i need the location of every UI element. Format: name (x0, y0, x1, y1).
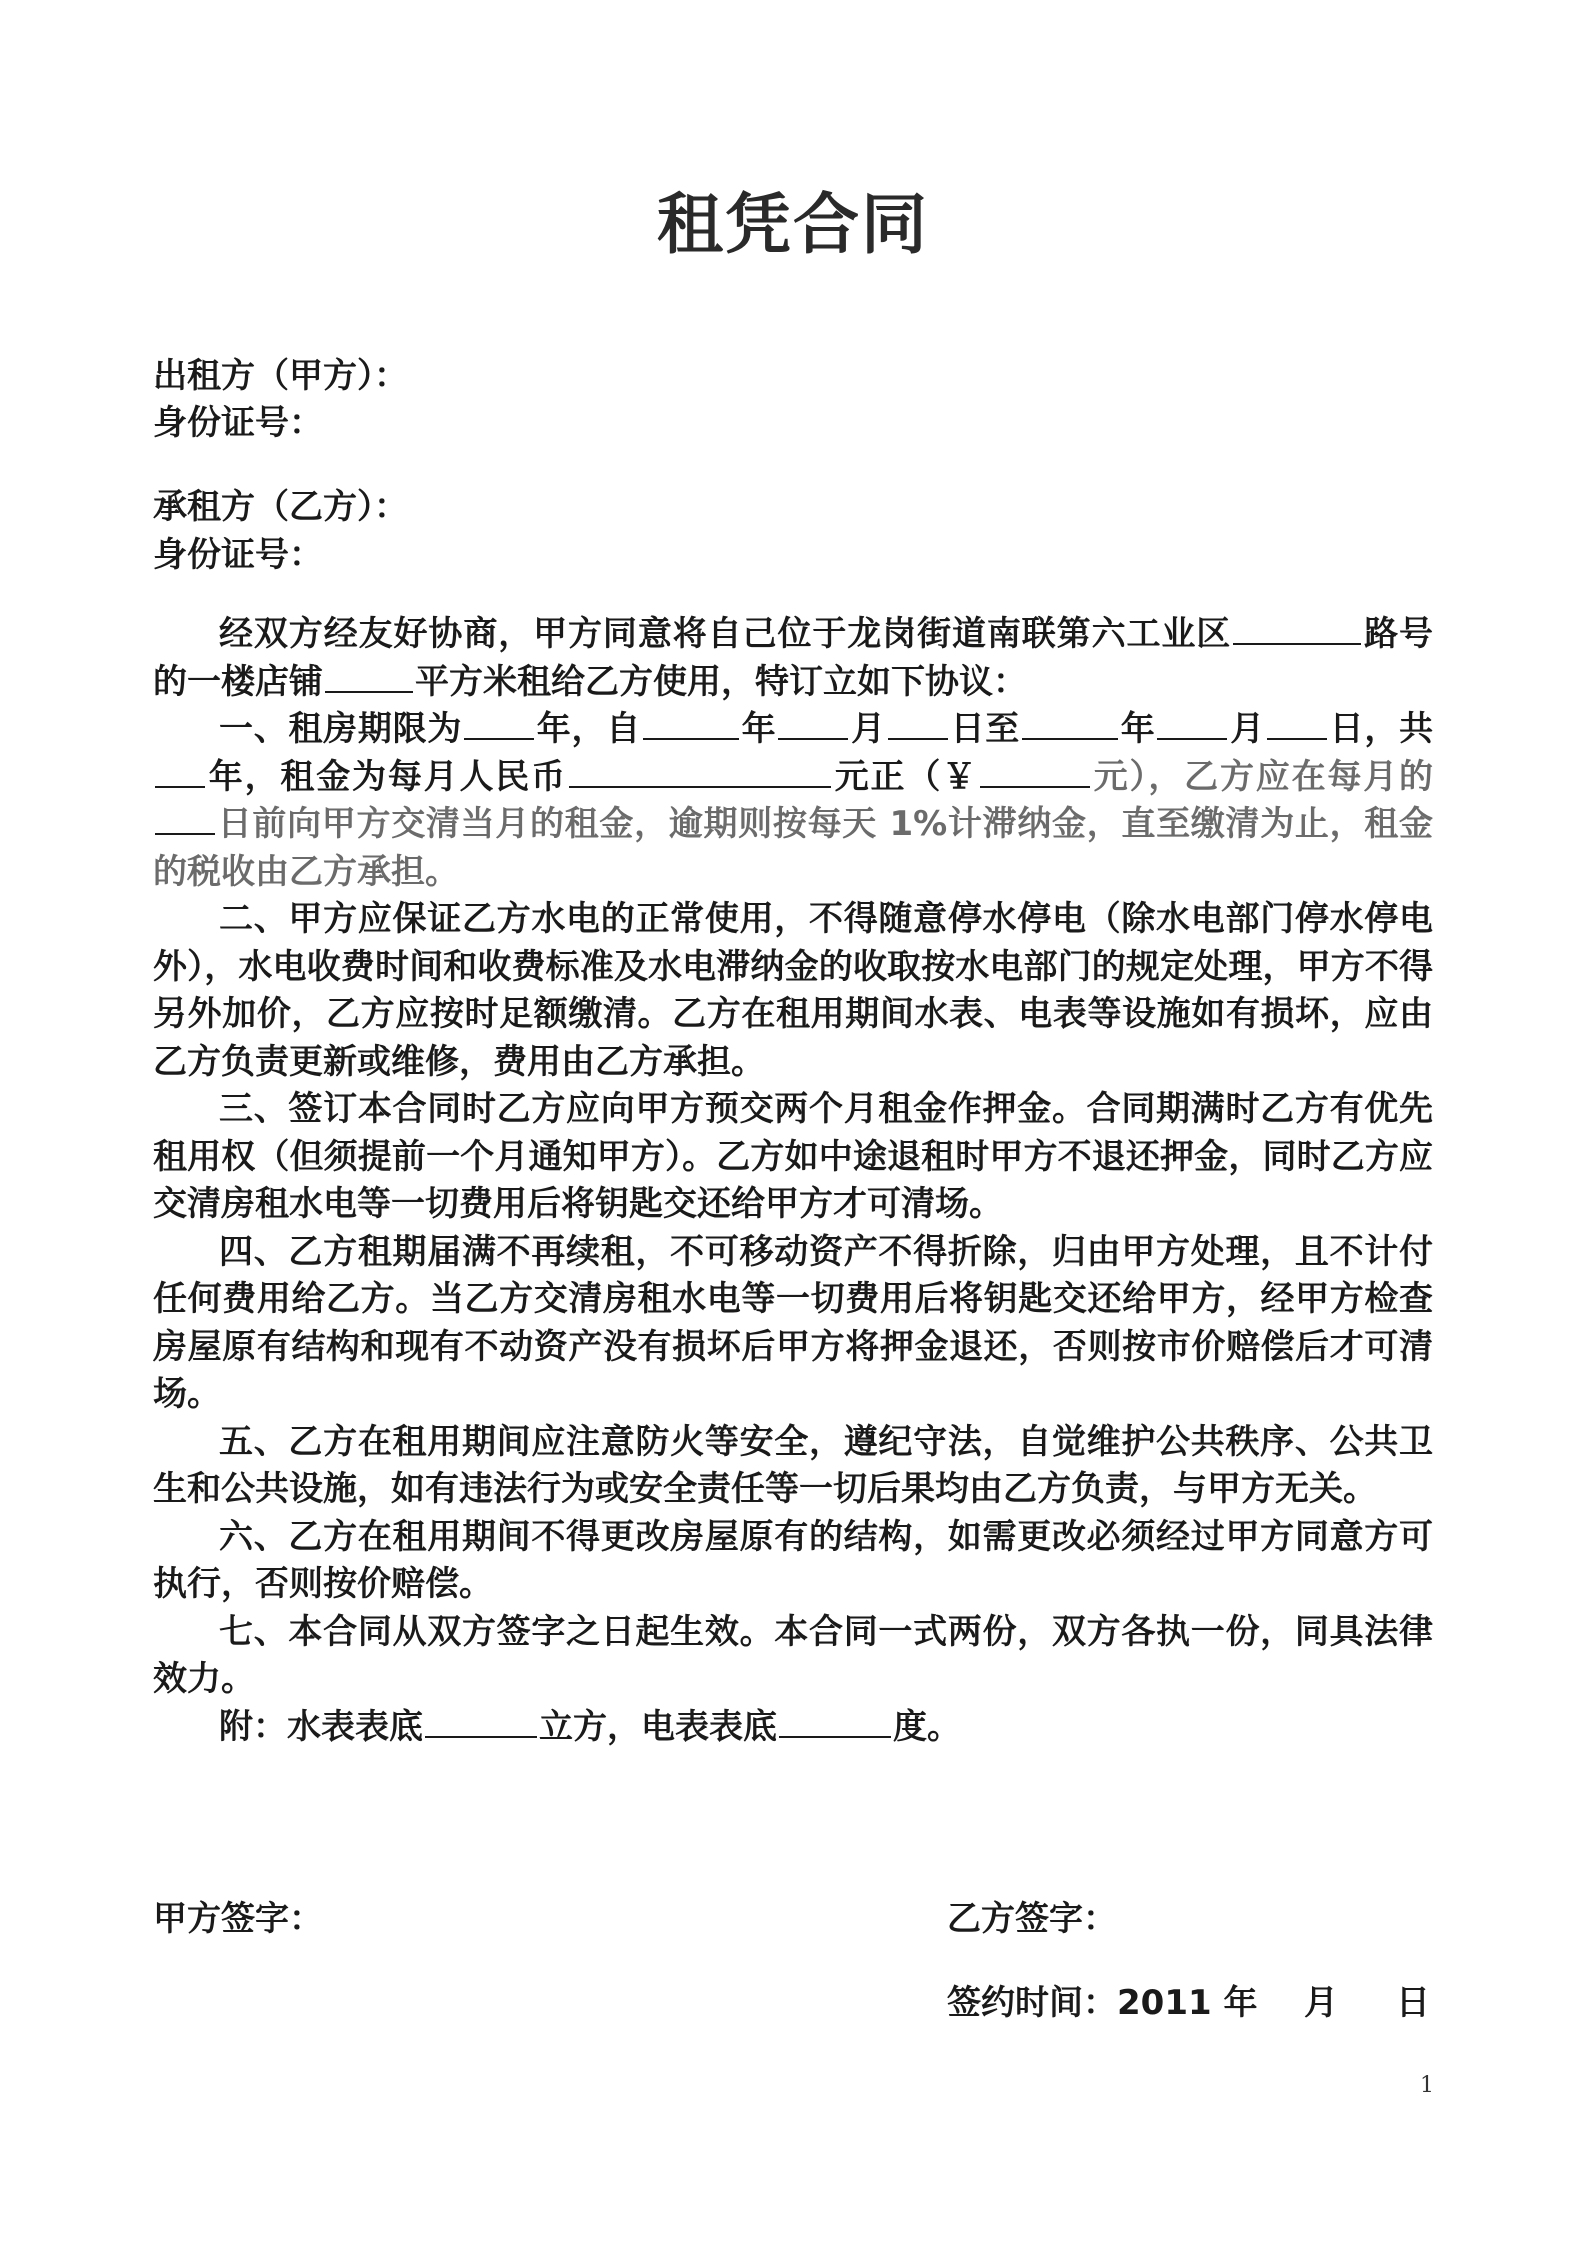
term-years-blank (464, 708, 534, 740)
clause-7: 七、本合同从双方签字之日起生效。本合同一式两份，双方各执一份，同具法律效力。 (153, 1611, 1433, 1699)
rent-figure-blank (980, 756, 1090, 788)
end-day-blank (1267, 708, 1327, 740)
lessee-id-label: 身份证号： (153, 535, 323, 575)
clause-6: 六、乙方在租用期间不得更改房屋原有的结构，如需更改必须经过甲方同意方可执行，否则按价赔偿。 (153, 1516, 1433, 1604)
road-blank (1233, 613, 1361, 645)
clause-1: 一、租房期限为 年，自 年 月 日至 年 月 日，共年，租金为每月人民币 元正（￥ 元），乙方应在每月的日前向甲方交清当月的租金，逾期则按每天 1%计滞纳金，直至缴清为止，租金的税收由乙方承担。 (153, 709, 1434, 892)
clause-4: 四、乙方租期届满不再续租，不可移动资产不得折除，归由甲方处理，且不计付任何费用给乙方。当乙方交清房租水电等一切费用后将钥匙交还给甲方，经甲方检查房屋原有结构和现有不动资产没有损坏后甲方将押金退还，否则按市价赔偿后才可清场。 (153, 1231, 1433, 1414)
intro-paragraph: 经双方经友好协商，甲方同意将自己位于龙岗街道南联第六工业区 路号的一楼店铺 平方米租给乙方使用，特订立如下协议： (153, 614, 1434, 702)
lessor-id-label: 身份证号： (153, 403, 323, 443)
contract-body (153, 611, 1433, 1751)
clause-5: 五、乙方在租用期间应注意防火等安全，遵纪守法，自觉维护公共秩序、公共卫生和公共设施，如有违法行为或安全责任等一切后果均由乙方负责，与甲方无关。 (153, 1421, 1433, 1509)
end-year-blank (1022, 708, 1118, 740)
rent-amount-blank (569, 756, 831, 788)
start-month-blank (778, 708, 848, 740)
page-number: 1 (1420, 2073, 1434, 2098)
start-year-blank (643, 708, 739, 740)
signing-date-day: 日 (1396, 1983, 1430, 2023)
electric-meter-blank (779, 1706, 891, 1738)
water-meter-blank (425, 1706, 537, 1738)
clause-2: 二、甲方应保证乙方水电的正常使用，不得随意停水停电（除水电部门停水停电外），水电收费时间和收费标准及水电滞纳金的收取按水电部门的规定处理，甲方不得另外加价，乙方应按时足额缴清。乙方在租用期间水表、电表等设施如有损坏，应由乙方负责更新或维修，费用由乙方承担。 (153, 899, 1433, 1082)
document-title: 租凭合同 (657, 186, 929, 263)
due-day-blank (155, 803, 215, 835)
start-day-blank (888, 708, 948, 740)
signing-date-label: 签约时间：2011 年 (947, 1983, 1258, 2023)
party-b-signature-label: 乙方签字： (947, 1899, 1117, 1939)
lessee-label: 承租方（乙方）： (153, 487, 408, 527)
party-a-signature-label: 甲方签字： (153, 1899, 323, 1939)
total-years-blank (155, 756, 205, 788)
area-blank (325, 661, 413, 693)
annex-meter-readings: 附：水表表底 立方，电表表底 度。 (219, 1706, 961, 1747)
signing-date-month: 月 (1304, 1983, 1338, 2023)
lessor-label: 出租方（甲方）： (153, 356, 408, 396)
end-month-blank (1157, 708, 1227, 740)
clause-3: 三、签订本合同时乙方应向甲方预交两个月租金作押金。合同期满时乙方有优先租用权（但须提前一个月通知甲方）。乙方如中途退租时甲方不退还押金，同时乙方应交清房租水电等一切费用后将钥匙交还给甲方才可清场。 (153, 1089, 1433, 1224)
